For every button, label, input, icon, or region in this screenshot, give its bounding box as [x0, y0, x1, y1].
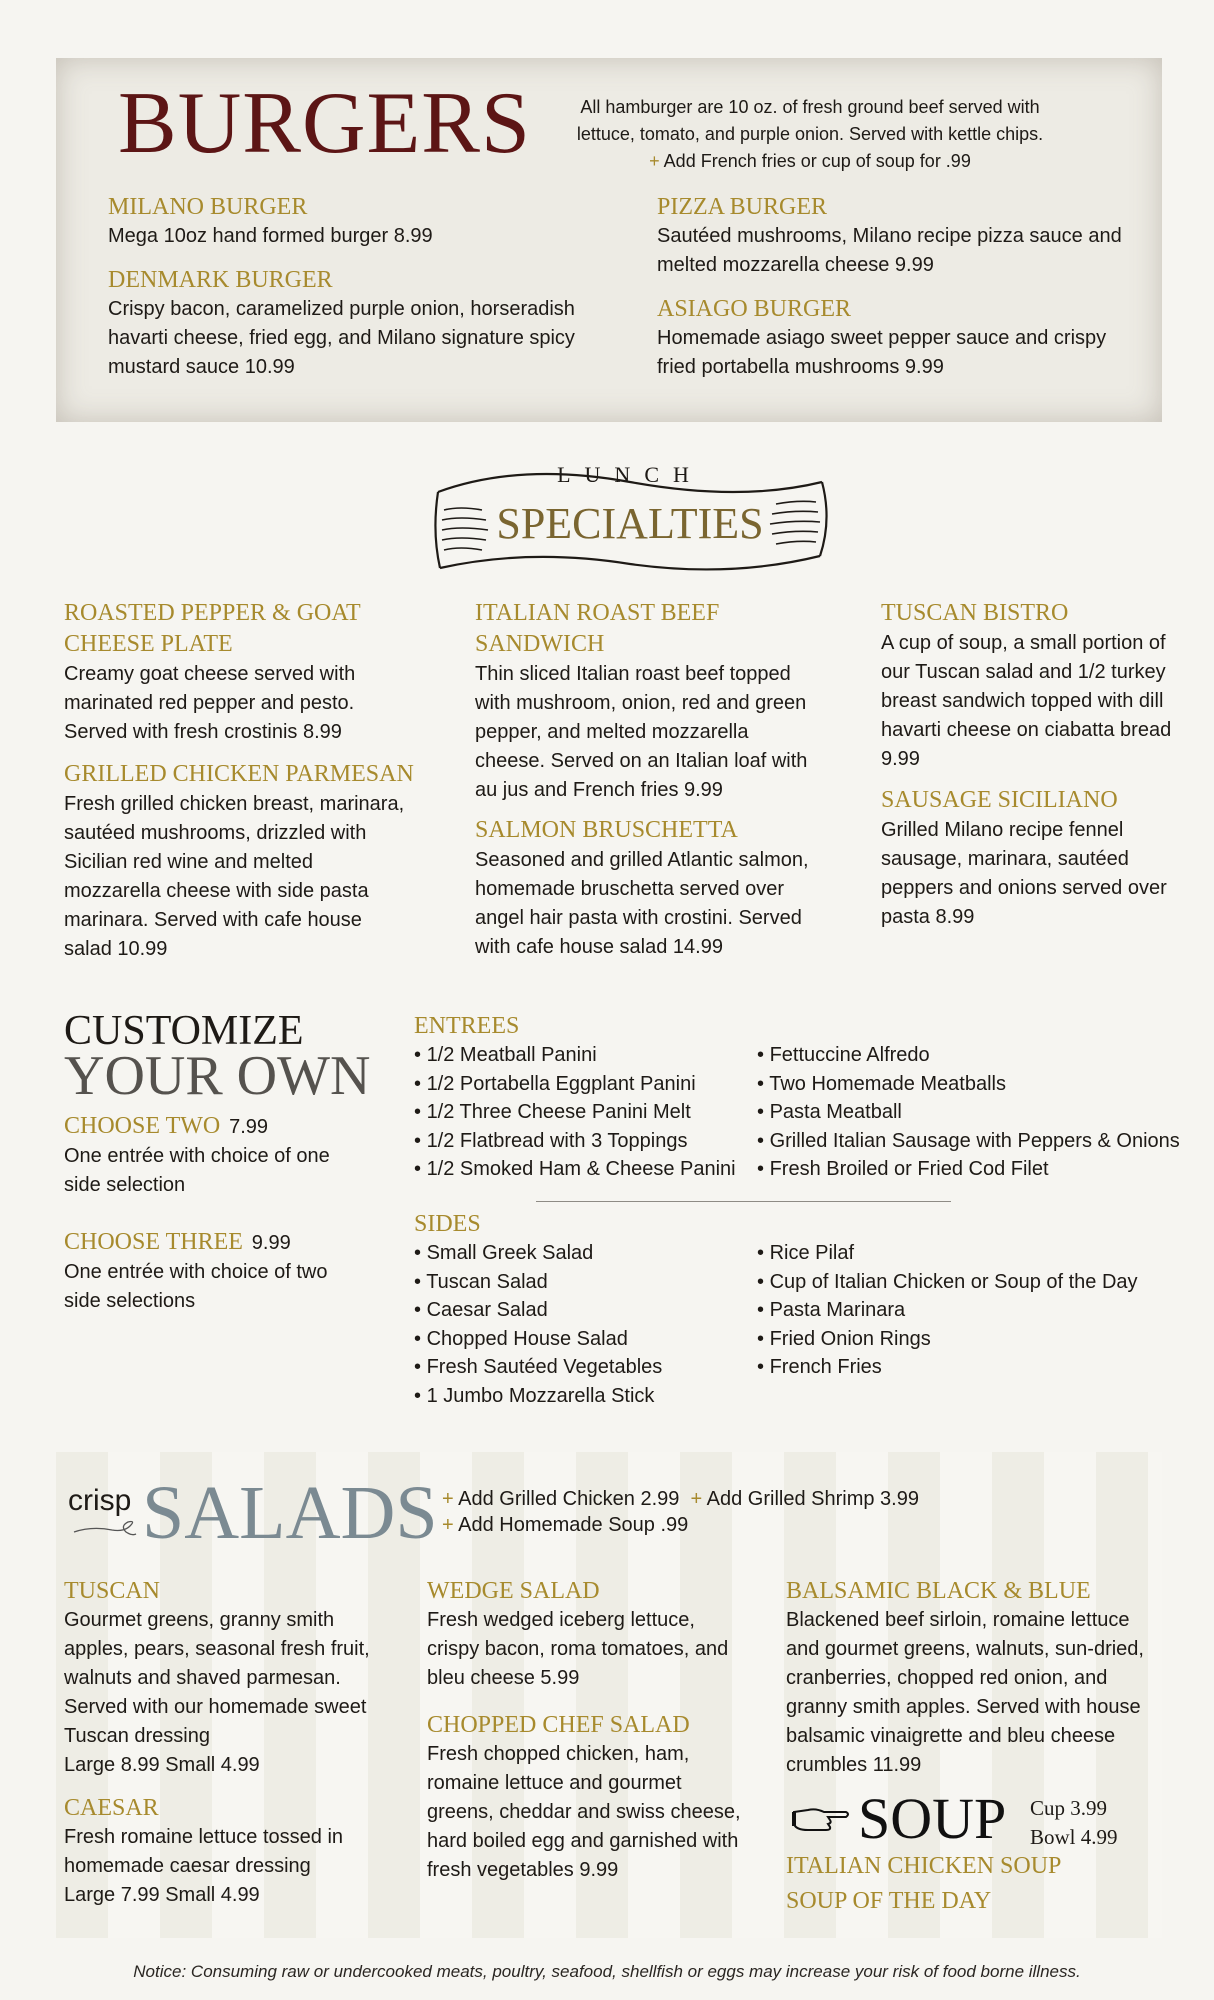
choose-three-price: 9.99	[251, 1232, 291, 1254]
entrees-list-right	[757, 1041, 1180, 1184]
burgers-title: BURGERS	[118, 75, 531, 172]
salad-add-ons	[442, 1486, 919, 1538]
pointing-hand-icon	[790, 1804, 850, 1834]
lunch-specialties-banner	[430, 452, 830, 582]
section-divider	[536, 1201, 951, 1202]
soup-list	[786, 1849, 1156, 1919]
menu-item-name: ASIAGO BURGER	[657, 296, 852, 322]
menu-item-desc: Gourmet greens, granny smith apples, pears, seasonal fresh fruit, walnuts and shaved parmesan. Served with our homemade sweet Tuscan dressing	[64, 1609, 370, 1747]
burgers-add-on-text: Add French fries or cup of soup for .99	[663, 151, 971, 171]
menu-item-desc: A cup of soup, a small portion of our Tuscan salad and 1/2 turkey breast sandwich topped with dill havarti cheese on ciabatta bread 9.99	[881, 632, 1172, 770]
salads-title: SALADS	[142, 1471, 438, 1555]
menu-item-desc: Grilled Milano recipe fennel sausage, marinara, sautéed peppers and onions served over pasta 8.99	[881, 819, 1167, 928]
list-item: • Two Homemade Meatballs	[757, 1070, 1180, 1099]
menu-item-name: DENMARK BURGER	[108, 267, 333, 293]
menu-item-name: SAUSAGE SICILIANO	[881, 787, 1118, 813]
menu-item-desc: Crispy bacon, caramelized purple onion, horseradish havarti cheese, fried egg, and Milano signature spicy mustard sauce 10.99	[108, 298, 575, 378]
choose-two-price: 7.99	[229, 1116, 269, 1138]
list-item: • Grilled Italian Sausage with Peppers & Onions	[757, 1127, 1180, 1156]
menu-item-desc: Creamy goat cheese served with marinated red pepper and pesto. Served with fresh crostinis 8.99	[64, 663, 356, 743]
menu-item-desc: Seasoned and grilled Atlantic salmon, homemade bruschetta served over angel hair pasta with crostini. Served with cafe house salad 14.99	[475, 849, 809, 958]
menu-item-price: Large 8.99 Small 4.99	[64, 1754, 260, 1776]
menu-item-name: TUSCAN BISTRO	[881, 600, 1069, 626]
list-item: • 1/2 Three Cheese Panini Melt	[414, 1098, 736, 1127]
menu-item-name: CAESAR	[64, 1795, 159, 1821]
list-item: • 1/2 Flatbread with 3 Toppings	[414, 1127, 736, 1156]
entrees-list-left	[414, 1041, 736, 1184]
choose-two-desc: One entrée with choice of one side selection	[64, 1145, 330, 1196]
menu-item-desc: Blackened beef sirloin, romaine lettuce and gourmet greens, walnuts, sun-dried, cranberries, chopped red onion, and granny smith apples. Served with house balsamic vinaigrette and bleu cheese crumbles 11.99	[786, 1609, 1144, 1776]
plus-icon: +	[690, 1488, 703, 1510]
lunch-item	[475, 815, 820, 962]
plus-icon: +	[442, 1514, 454, 1536]
entrees-title: ENTREES	[414, 1013, 520, 1039]
banner-big-text: SPECIALTIES	[496, 499, 764, 548]
sides-list-left	[414, 1239, 662, 1410]
menu-item-name: GRILLED CHICKEN PARMESAN	[64, 761, 414, 787]
choose-three-desc: One entrée with choice of two side selections	[64, 1261, 328, 1312]
menu-item-name: SALMON BRUSCHETTA	[475, 817, 738, 843]
menu-item-desc: Thin sliced Italian roast beef topped with mushroom, onion, red and green pepper, and melted mozzarella cheese. Served on an Italian loaf with au jus and French fries 9.99	[475, 663, 808, 801]
soup-item: ITALIAN CHICKEN SOUP	[786, 1853, 1062, 1879]
menu-item-name: ITALIAN ROAST BEEF SANDWICH	[475, 600, 720, 657]
menu-item-price: Large 7.99 Small 4.99	[64, 1884, 260, 1906]
salads-crisp-label: crisp	[68, 1484, 132, 1517]
burgers-intro-line: All hamburger are 10 oz. of fresh ground beef served with	[580, 97, 1040, 117]
list-item: • 1/2 Meatball Panini	[414, 1041, 736, 1070]
food-safety-notice: Notice: Consuming raw or undercooked meats, poultry, seafood, shellfish or eggs may increase your risk of food borne illness.	[133, 1962, 1081, 1981]
add-on: Add Grilled Chicken 2.99	[458, 1488, 680, 1510]
menu-item-desc: Fresh wedged iceberg lettuce, crispy bacon, roma tomatoes, and bleu cheese 5.99	[427, 1609, 729, 1689]
list-item: • 1/2 Portabella Eggplant Panini	[414, 1070, 736, 1099]
plus-icon: +	[442, 1488, 454, 1510]
lunch-item	[64, 759, 414, 964]
entrees-section	[414, 1011, 736, 1184]
salad-item	[427, 1576, 747, 1693]
salad-item	[427, 1710, 747, 1885]
salad-item	[64, 1576, 384, 1780]
menu-item-name: BALSAMIC BLACK & BLUE	[786, 1578, 1091, 1604]
lunch-item	[881, 785, 1181, 932]
entrees-section-right	[757, 1041, 1180, 1184]
sides-section	[414, 1209, 662, 1410]
list-item: • French Fries	[757, 1353, 1138, 1382]
menu-item-desc: Fresh grilled chicken breast, marinara, sautéed mushrooms, drizzled with Sicilian red wine and melted mozzarella cheese with side pasta marinara. Served with cafe house salad 10.99	[64, 793, 405, 960]
list-item: • Pasta Marinara	[757, 1296, 1138, 1325]
list-item: • Fettuccine Alfredo	[757, 1041, 1180, 1070]
list-item: • Cup of Italian Chicken or Soup of the Day	[757, 1268, 1138, 1297]
burger-item	[657, 294, 1127, 382]
list-item: • Fresh Sautéed Vegetables	[414, 1353, 662, 1382]
lunch-item	[475, 598, 820, 805]
customize-title-line2: YOUR OWN	[64, 1045, 371, 1107]
list-item: • Small Greek Salad	[414, 1239, 662, 1268]
list-item: • 1/2 Smoked Ham & Cheese Panini	[414, 1155, 736, 1184]
soup-item: SOUP OF THE DAY	[786, 1888, 992, 1914]
burgers-intro	[560, 94, 1060, 175]
list-item: • 1 Jumbo Mozzarella Stick	[414, 1382, 662, 1411]
menu-item-name: TUSCAN	[64, 1578, 161, 1604]
burgers-add-on	[560, 148, 1060, 175]
salad-item	[64, 1793, 384, 1910]
list-item: • Fresh Broiled or Fried Cod Filet	[757, 1155, 1180, 1184]
burger-item	[108, 265, 588, 382]
choose-three-label: CHOOSE THREE	[64, 1229, 243, 1255]
list-item: • Fried Onion Rings	[757, 1325, 1138, 1354]
list-item: • Chopped House Salad	[414, 1325, 662, 1354]
soup-prices	[1030, 1794, 1118, 1852]
burgers-intro-line: lettuce, tomato, and purple onion. Served with kettle chips.	[576, 124, 1044, 144]
menu-item-name: ROASTED PEPPER & GOAT CHEESE PLATE	[64, 600, 361, 657]
banner-small-text: LUNCH	[557, 462, 703, 487]
menu-item-desc: Fresh romaine lettuce tossed in homemade caesar dressing	[64, 1826, 344, 1877]
list-item: • Pasta Meatball	[757, 1098, 1180, 1127]
soup-cup-price: Cup 3.99	[1030, 1796, 1108, 1820]
menu-item-name: CHOPPED CHEF SALAD	[427, 1712, 690, 1738]
soup-title: SOUP	[858, 1786, 1007, 1851]
list-item: • Rice Pilaf	[757, 1239, 1138, 1268]
sides-section-right	[757, 1239, 1138, 1382]
choose-two	[64, 1111, 364, 1200]
sides-title: SIDES	[414, 1211, 481, 1237]
choose-three	[64, 1227, 364, 1316]
sides-list-right	[757, 1239, 1138, 1382]
menu-item-name: MILANO BURGER	[108, 194, 308, 220]
customize-title-line1: CUSTOMIZE	[64, 1008, 304, 1054]
soup-bowl-price: Bowl 4.99	[1030, 1825, 1118, 1849]
menu-item-desc: Homemade asiago sweet pepper sauce and crispy fried portabella mushrooms 9.99	[657, 327, 1107, 378]
menu-item-name: WEDGE SALAD	[427, 1578, 600, 1604]
plus-icon: +	[649, 151, 660, 171]
menu-item-desc: Sautéed mushrooms, Milano recipe pizza sauce and melted mozzarella cheese 9.99	[657, 225, 1122, 276]
salad-item	[786, 1576, 1156, 1780]
list-item: • Caesar Salad	[414, 1296, 662, 1325]
burger-item	[657, 192, 1127, 280]
add-on: Add Homemade Soup .99	[458, 1514, 689, 1536]
lunch-item	[881, 598, 1181, 774]
burger-item	[108, 192, 588, 251]
menu-item-desc: Fresh chopped chicken, ham, romaine lettuce and gourmet greens, cheddar and swiss cheese, hard boiled egg and garnished with fresh vegetables 9.99	[427, 1743, 741, 1881]
menu-item-name: PIZZA BURGER	[657, 194, 828, 220]
list-item: • Tuscan Salad	[414, 1268, 662, 1297]
lunch-item	[64, 598, 414, 747]
flourish-icon	[72, 1518, 138, 1540]
add-on: Add Grilled Shrimp 3.99	[706, 1488, 919, 1510]
choose-two-label: CHOOSE TWO	[64, 1113, 221, 1139]
menu-item-desc: Mega 10oz hand formed burger 8.99	[108, 225, 433, 247]
